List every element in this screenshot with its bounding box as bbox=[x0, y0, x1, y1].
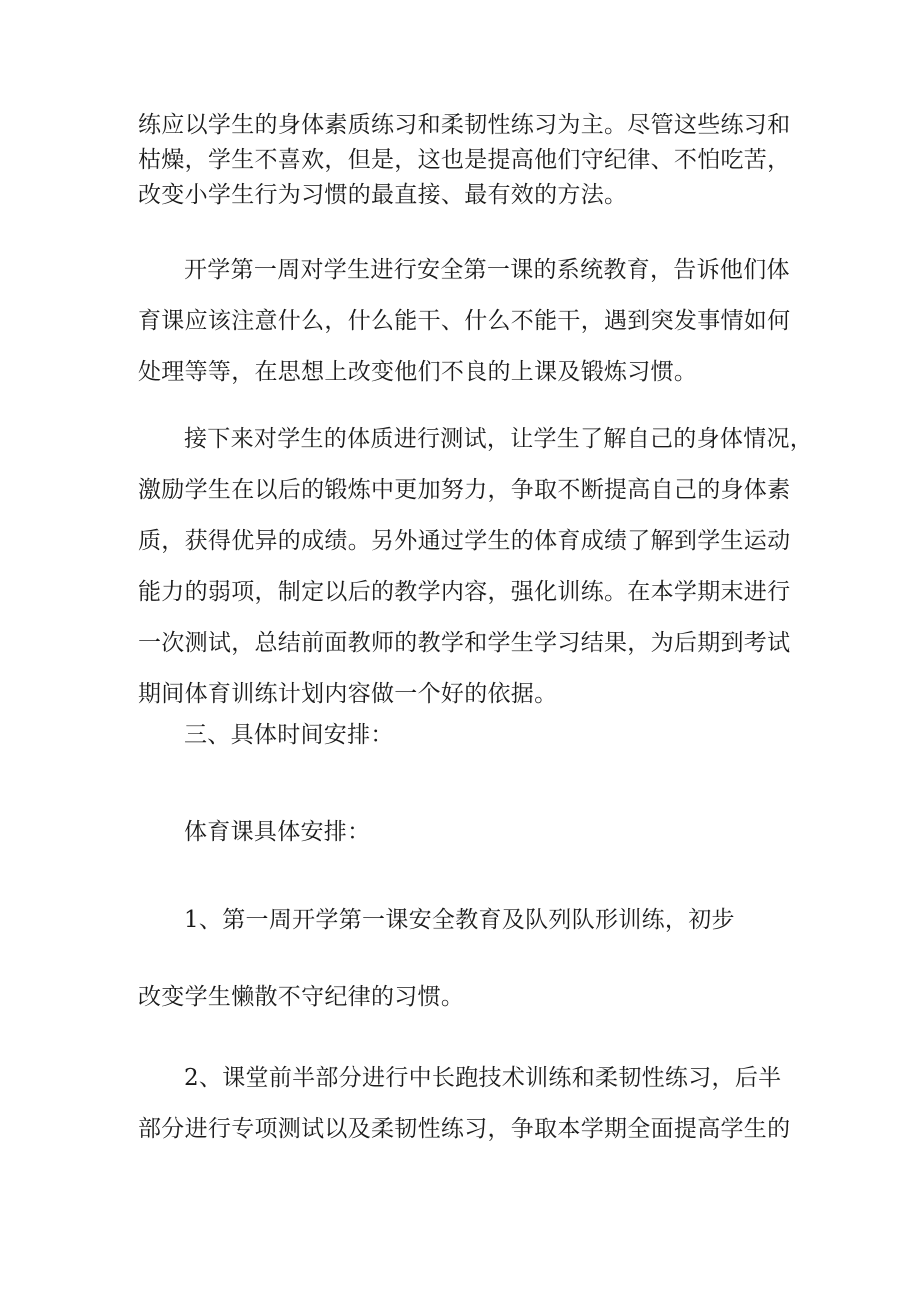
paragraph-line: 能力的弱项，制定以后的教学内容，强化训练。在本学期末进行 bbox=[138, 579, 791, 605]
paragraph-line: 处理等等，在思想上改变他们不良的上课及锻炼习惯。 bbox=[138, 359, 698, 385]
paragraph-1 bbox=[138, 108, 798, 213]
list-item-text: 部分进行专项测试以及柔韧性练习，争取本学期全面提高学生的 bbox=[138, 1116, 791, 1142]
section-heading bbox=[138, 718, 798, 753]
paragraph-line: 开学第一周对学生进行安全第一课的系统教育，告诉他们体 bbox=[184, 257, 790, 283]
sub-heading bbox=[138, 815, 798, 850]
sub-heading-text: 体育课具体安排： bbox=[184, 819, 371, 845]
paragraph-2 bbox=[138, 245, 798, 398]
list-item-text: 改变学生懒散不守纪律的习惯。 bbox=[138, 984, 465, 1010]
list-item-text: 2、课堂前半部分进行中长跑技术训练和柔韧性练习，后半 bbox=[184, 1065, 782, 1091]
list-item-1 bbox=[138, 903, 798, 938]
paragraph-line: 期间体育训练计划内容做一个好的依据。 bbox=[138, 681, 558, 707]
paragraph-line: 激励学生在以后的锻炼中更加努力，争取不断提高自己的身体素 bbox=[138, 477, 791, 503]
paragraph-line: 枯燥，学生不喜欢，但是，这也是提高他们守纪律、不怕吃苦， bbox=[138, 147, 791, 173]
paragraph-line: 育课应该注意什么，什么能干、什么不能干，遇到突发事情如何 bbox=[138, 308, 791, 334]
paragraph-line: 质，获得优异的成绩。另外通过学生的体育成绩了解到学生运动 bbox=[138, 528, 791, 554]
list-item-text: 1、第一周开学第一课安全教育及队列队形训练，初步 bbox=[184, 907, 735, 933]
paragraph-line: 改变小学生行为习惯的最直接、最有效的方法。 bbox=[138, 182, 628, 208]
paragraph-line: 练应以学生的身体素质练习和柔韧性练习为主。尽管这些练习和 bbox=[138, 112, 791, 138]
list-item-1-continuation bbox=[138, 980, 798, 1015]
paragraph-line: 一次测试，总结前面教师的教学和学生学习结果，为后期到考试 bbox=[138, 630, 791, 656]
paragraph-line: 接下来对学生的体质进行测试，让学生了解自己的身体情况， bbox=[184, 426, 814, 452]
paragraph-3 bbox=[138, 414, 814, 720]
list-item-2 bbox=[138, 1053, 798, 1155]
section-heading-text: 三、具体时间安排： bbox=[184, 722, 394, 748]
